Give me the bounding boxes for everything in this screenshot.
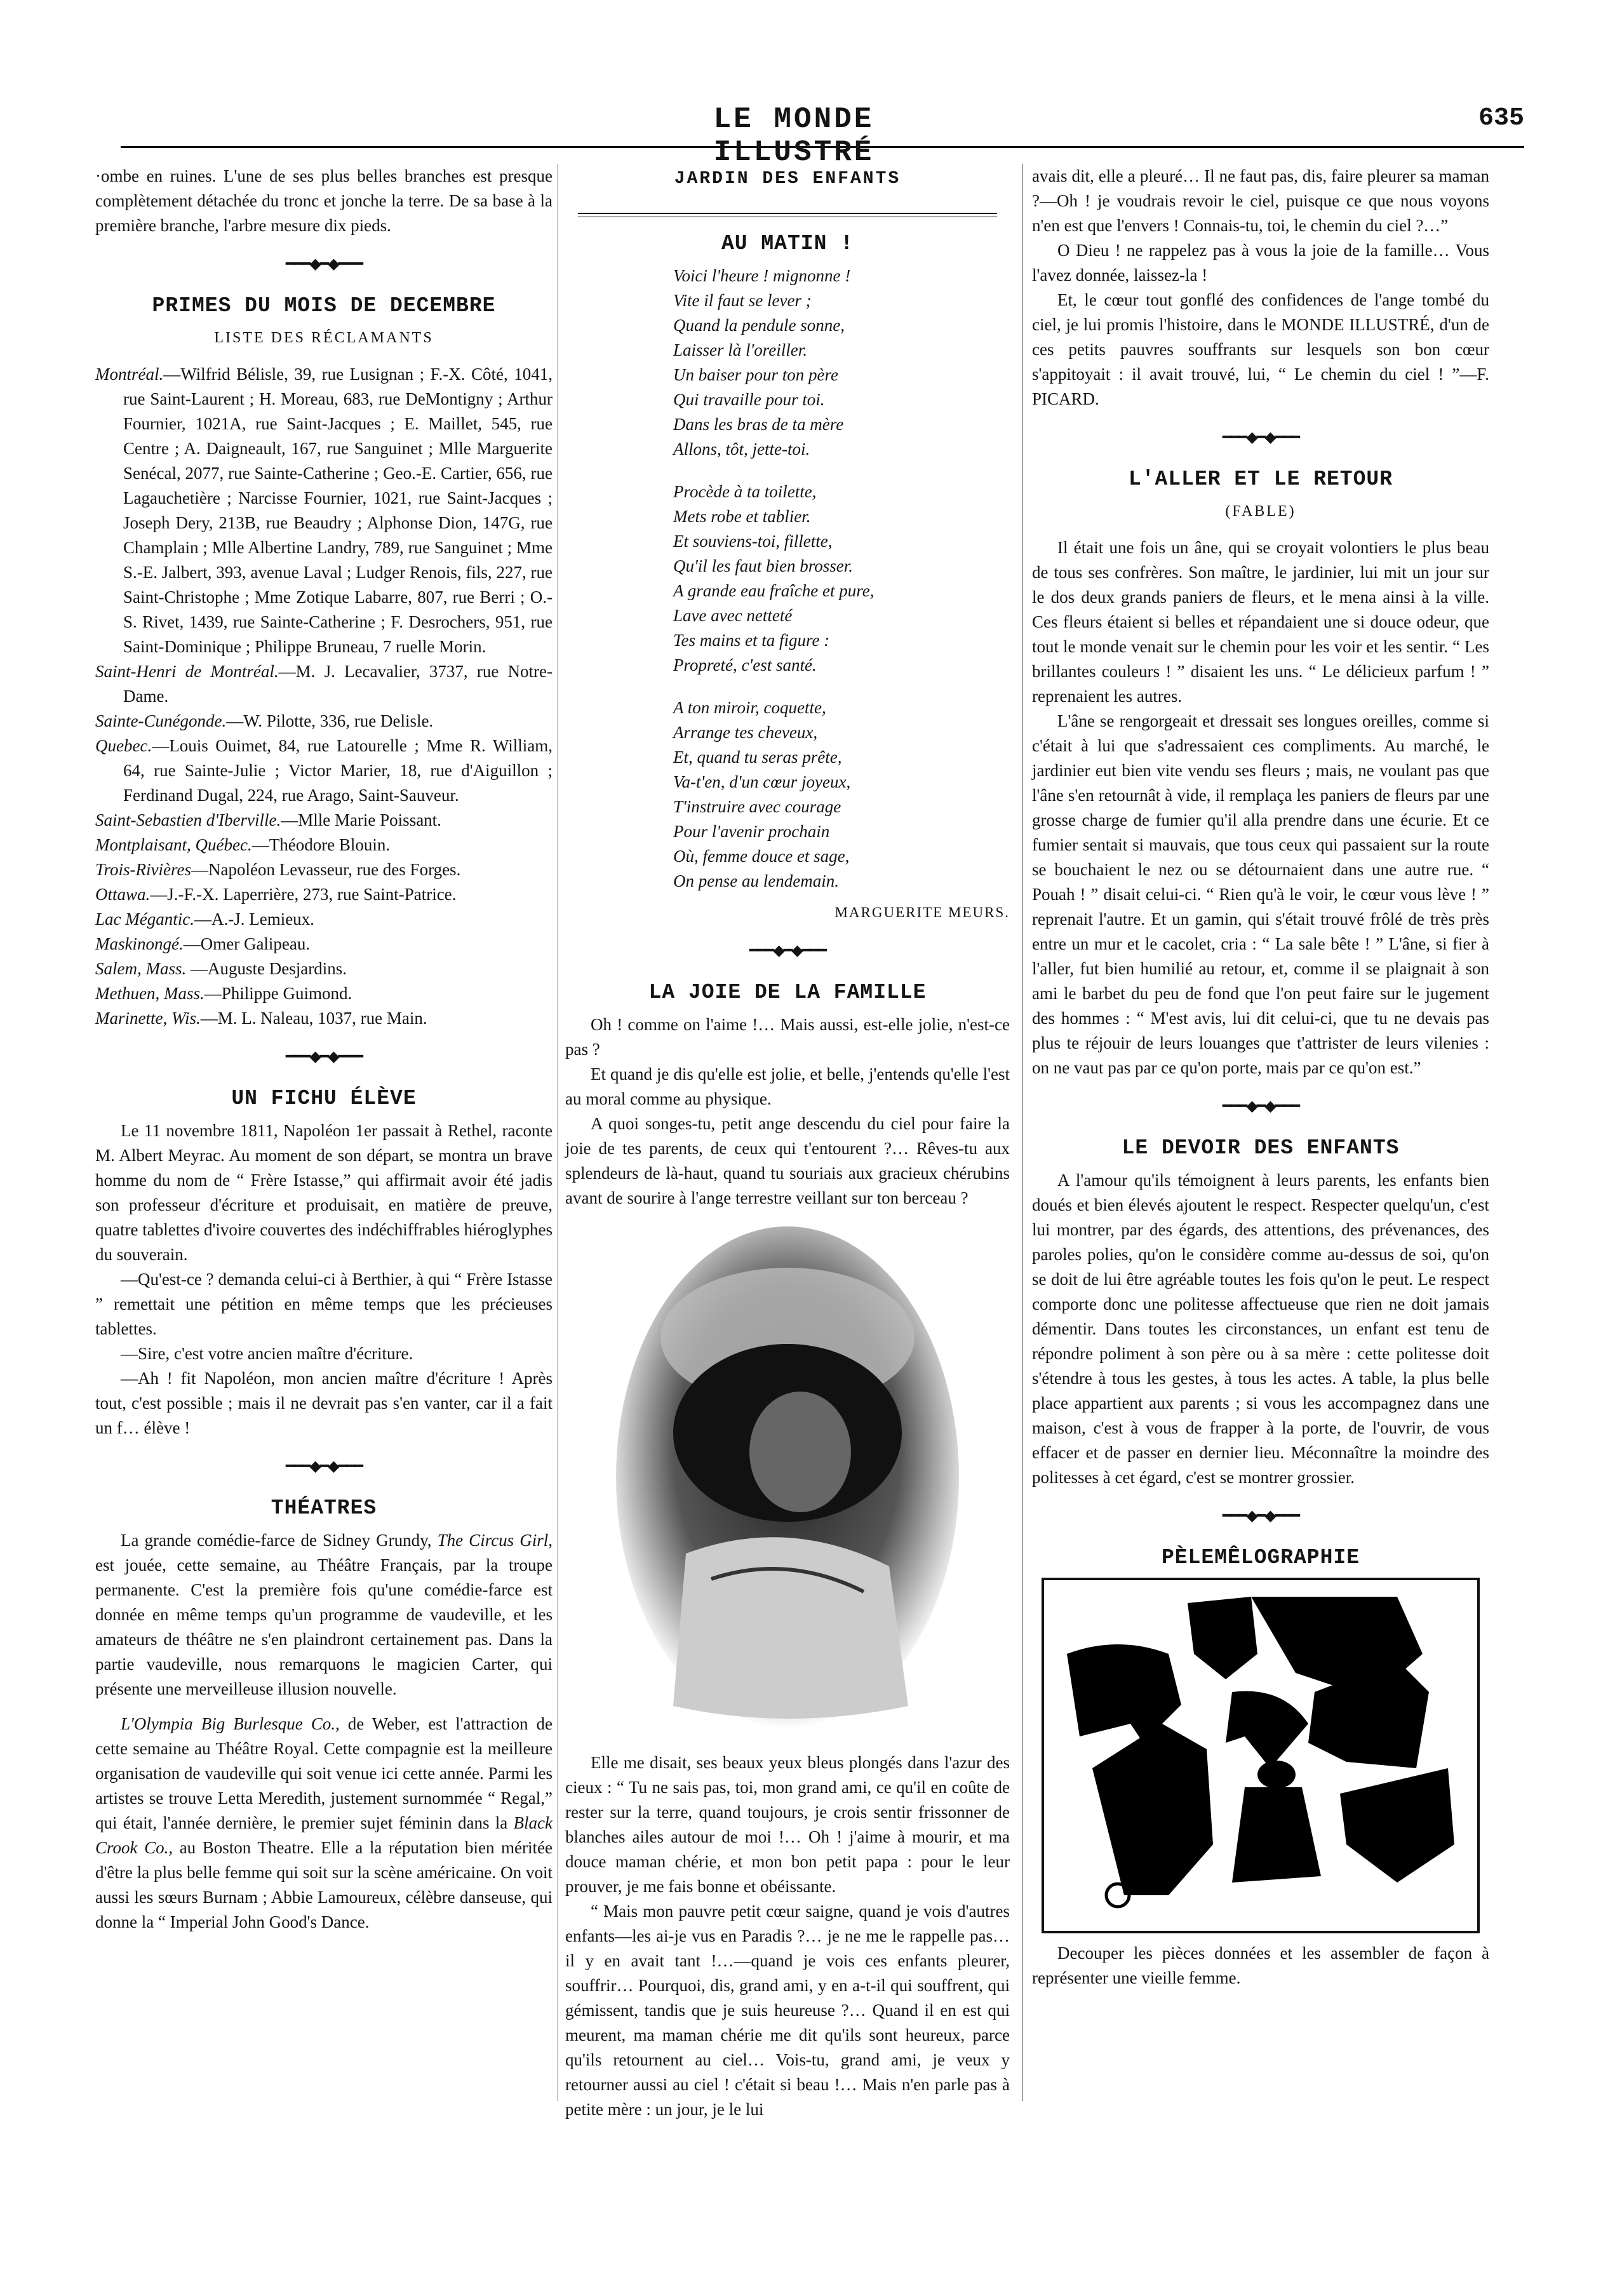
company-name: Black Crook Co., bbox=[95, 1813, 553, 1857]
joie-paragraph: Oh ! comme on l'aime !… Mais aussi, est-elle jolie, n'est-ce pas ? bbox=[565, 1015, 1010, 1059]
poem-line: Pour l'avenir prochain bbox=[673, 822, 830, 841]
theatres-paragraph bbox=[95, 1528, 553, 1702]
claimant-names: —Louis Ouimet, 84, rue Latourelle ; Mme R. William, 64, rue Sainte-Julie ; Victor Marier, 18, rue d'Aiguillon ; Ferdinand Dugal, 224, rue Arago, Saint-Sauveur. bbox=[123, 736, 553, 805]
masthead bbox=[121, 95, 1524, 169]
claimant-names: —A.-J. Lemieux. bbox=[194, 910, 314, 929]
puzzle-caption: Decouper les pièces données et les assembler de façon à représenter une vieille femme. bbox=[1032, 1944, 1489, 1987]
ornament-divider: ━━━◆━◆━━━ bbox=[749, 943, 826, 959]
poem-line: Vite il faut se lever ; bbox=[673, 291, 812, 310]
claimant-names: —Wilfrid Bélisle, 39, rue Lusignan ; F.-X. Côté, 1041, rue Saint-Laurent ; H. Moreau, 683, rue DeMontigny ; Arthur Fournier, 1021A, rue Saint-Jacques ; E. Maillet, 545, rue Centre ; A. Daigneault, 167, rue Sanguinet ; Mlle Marguerite Senécal, 2077, rue Sainte-Catherine ; Geo.-E. Cartier, 656, rue Lagauchetière ; Narcisse Fournier, 1021, rue Saint-Jacques ; Joseph Dery, 213B, rue Beaudry ; Alphonse Dion, 147G, rue Champlain ; Mlle Albertine Landry, 789, rue Sanguinet ; Mme S.-E. Jalbert, 393, avenue Laval ; Ludger Renois, fils, 227, rue Saint-Christophe ; Mme Zotique Labarre, 807, rue Berri ; O.-S. Rivet, 1439, rue Sainte-Catherine ; F. Desrochers, 951, rue Saint-Dominique ; Philippe Bruneau, 7 ruelle Morin. bbox=[123, 365, 553, 656]
claimant-names: —Omer Galipeau. bbox=[183, 934, 311, 953]
poem-line: A grande eau fraîche et pure, bbox=[673, 581, 875, 600]
poem-line: Va-t'en, d'un cœur joyeux, bbox=[673, 772, 851, 791]
claimant-entry bbox=[95, 659, 553, 709]
joie-paragraph: Elle me disait, ses beaux yeux bleus plongés dans l'azur des cieux : “ Tu ne sais pas, toi, mon grand ami, ce qu'il en coûte de rester sur la terre, quand toujours, je crois sentir frissonner de blanches ailes autour de moi !… Oh ! j'aime à mourir, et ma douce maman chérie, et mon bon petit papa : pour le leur prouver, je me fais bonne et obéissante. bbox=[565, 1753, 1010, 1896]
ornament-divider: ━━━◆━◆━━━ bbox=[1222, 1098, 1299, 1115]
claimant-names: —Auguste Desjardins. bbox=[186, 959, 347, 978]
text-run: au Boston Theatre. Elle a la réputation bien méritée d'être la plus belle femme qui soit sur la scène américaine. On voit aussi les sœurs Burnam ; Abbie Lamoureux, célèbre danseuse, qui donne la “ Imperial John Good's Dance. bbox=[95, 1838, 553, 1931]
claimant-entry bbox=[95, 1006, 553, 1031]
text-run: La grande comédie-farce de Sidney Grundy, bbox=[121, 1531, 438, 1550]
claimant-names: —Napoléon Levasseur, rue des Forges. bbox=[191, 860, 461, 879]
column-middle bbox=[565, 164, 1010, 2122]
joie-paragraph: “ Mais mon pauvre petit cœur saigne, quand je vois d'autres enfants—les ai-je vus en Paradis ?… je ne me le rappelle pas… il y en avait tant !…—quand je vois ces enfants pleurer, souffrir… Pourquoi, dis, grand ami, y en a-t-il qui souffrent, qui gémissent, tandis que je suis heureuse ?… Quand il en est qui meurent, ma maman chérie me dit qu'ils sont heureux, parce qu'ils retournent au ciel… Vois-tu, grand ami, je veux y retourner aussi au ciel ! c'était si beau !… Mais n'en parle pas à petite mère : un jour, je le lui bbox=[565, 1902, 1010, 2119]
claimant-entry bbox=[95, 734, 553, 808]
ornament-divider: ━━━◆━◆━━━ bbox=[285, 1458, 363, 1475]
poem-line: On pense au lendemain. bbox=[673, 871, 839, 890]
fable-heading: L'ALLER ET LE RETOUR bbox=[1128, 467, 1393, 491]
engraving-illustration bbox=[610, 1223, 965, 1738]
poem-stanza bbox=[565, 264, 1010, 462]
poem-line: Mets robe et tablier. bbox=[673, 507, 811, 526]
claimant-names: —M. L. Naleau, 1037, rue Main. bbox=[200, 1009, 427, 1028]
company-name: L'Olympia Big Burlesque Co., bbox=[121, 1714, 340, 1733]
poem-line: Lave avec netteté bbox=[673, 606, 793, 625]
poem-line: Qui travaille pour toi. bbox=[673, 390, 825, 409]
claimant-names: —M. J. Lecavalier, 3737, rue Notre-Dame. bbox=[123, 662, 553, 706]
devoir-heading: LE DEVOIR DES ENFANTS bbox=[1122, 1136, 1400, 1160]
poem-line: Et souviens-toi, fillette, bbox=[673, 532, 833, 551]
joie-continuation: Et, le cœur tout gonflé des confidences de l'ange tombé du ciel, je lui promis l'histoire, dans le MONDE ILLUSTRÉ, d'un de ces petits pauvres souffrants sur lesquels son bon cœur s'appitoyait : il avait trouvé, lui, “ Le chemin du ciel ! ”—F. PICARD. bbox=[1032, 290, 1489, 408]
ornament-divider: ━━━◆━◆━━━ bbox=[285, 256, 363, 272]
poem-line: Voici l'heure ! mignonne ! bbox=[673, 266, 851, 285]
theatres-paragraph bbox=[95, 1712, 553, 1935]
place-name: Quebec. bbox=[95, 736, 152, 755]
claimant-entry bbox=[95, 833, 553, 857]
place-name: Montplaisant, Québec. bbox=[95, 835, 252, 854]
claimant-names: —Mlle Marie Poissant. bbox=[281, 810, 441, 829]
fichu-paragraph: Le 11 novembre 1811, Napoléon 1er passait à Rethel, raconte M. Albert Meyrac. Au moment de son départ, se montra un brave homme du nom de “ Frère Istasse,” qui affirmait avoir été jadis son professeur d'écriture et produisait, en matière de preuve, quatre tablettes d'ivoire couvertes des indéchiffrables hiéroglyphes du souverain. bbox=[95, 1121, 553, 1264]
poem-stanza bbox=[565, 695, 1010, 894]
place-name: Sainte-Cunégonde. bbox=[95, 711, 227, 730]
joie-paragraph: A quoi songes-tu, petit ange descendu du ciel pour faire la joie de tes parents, de ceux qui t'entourent ?… Rêves-tu aux splendeurs de là-haut, quand tu souriais aux gracieux chérubins avant de sourire à l'ange terrestre veillant sur ton berceau ? bbox=[565, 1114, 1010, 1207]
poem-signature: MARGUERITE MEURS. bbox=[834, 904, 1010, 920]
ornament-divider: ━━━◆━◆━━━ bbox=[285, 1049, 363, 1065]
place-name: Marinette, Wis. bbox=[95, 1009, 201, 1028]
place-name: Montréal. bbox=[95, 365, 164, 384]
fichu-heading: UN FICHU ÉLÈVE bbox=[231, 1087, 417, 1110]
place-name: Lac Mégantic. bbox=[95, 910, 194, 929]
fichu-paragraph: —Ah ! fit Napoléon, mon ancien maître d'écriture ! Après tout, c'est possible ; mais il ne devrait pas s'en vanter, car il a fait un f… élève ! bbox=[95, 1369, 553, 1437]
place-name: Maskinongé. bbox=[95, 934, 184, 953]
claimant-names: —Théodore Blouin. bbox=[251, 835, 391, 854]
poem-line: Un baiser pour ton père bbox=[673, 365, 838, 384]
poem-line: Quand la pendule sonne, bbox=[673, 316, 845, 335]
place-name: Ottawa. bbox=[95, 885, 151, 904]
fable-subheading: (FABLE) bbox=[1225, 503, 1296, 520]
claimant-entry bbox=[95, 882, 553, 907]
place-name: Saint-Sebastien d'Iberville. bbox=[95, 810, 281, 829]
double-rule bbox=[578, 213, 997, 217]
fichu-paragraph: —Qu'est-ce ? demanda celui-ci à Berthier, à qui “ Frère Istasse ” remettait une pétition en même temps que les précieuses tablettes. bbox=[95, 1270, 553, 1338]
claimant-entry bbox=[95, 981, 553, 1006]
place-name: Trois-Rivières bbox=[95, 860, 191, 879]
place-name: Salem, Mass. bbox=[95, 959, 187, 978]
claimant-entry bbox=[95, 857, 553, 882]
claimant-entry bbox=[95, 709, 553, 734]
claimants-list bbox=[95, 362, 553, 1031]
joie-continuation: avais dit, elle a pleuré… Il ne faut pas, dis, faire pleurer sa maman ?—Oh ! je voudrais revoir le ciel, puisque ce que nous voyons n'en est que l'envers ! Connais-tu, toi, le chemin du ciel ?…” bbox=[1032, 166, 1489, 235]
devoir-paragraph: A l'amour qu'ils témoignent à leurs parents, les enfants bien doués et bien élevés ajoutent le respect. Respecter quelqu'un, c'est lui montrer, par des égards, des attentions, des prévenances, des paroles polies, qu'on le considère comme au-dessus de soi, qu'on se doit de lui être agréable toutes les fois qu'on le peut. Le respect comporte donc une politesse affectueuse que rien ne doit jamais démentir. Dans toutes les circonstances, un enfant est tenu de répondre poliment à son père ou à sa mère : cette politesse doit s'étendre à tous les gestes, à tous les actes. A table, la plus belle place appartient aux parents ; si vous les accompagnez dans une maison, c'est à vous de frapper à la porte, de l'ouvrir, de vous effacer et de passer en dernier lieu. Méconnaître la moindre des politesses à cet égard, c'est se montrer grossier. bbox=[1032, 1171, 1489, 1487]
text-run: est jouée, cette semaine, au Théâtre Français, par la troupe permanente. C'est la première fois qu'une comédie-farce est donnée en même temps qu'un programme de vaudeville, et les amateurs de théâtre ne s'en plaindront certainement pas. Dans la partie vaudeville, nous remarquons le magicien Carter, qui présente une merveilleuse illusion nouvelle. bbox=[95, 1555, 553, 1698]
poem-line: Procède à ta toilette, bbox=[673, 482, 817, 501]
claimant-entry bbox=[95, 907, 553, 932]
place-name: Saint-Henri de Montréal. bbox=[95, 662, 279, 681]
claimant-names: —Philippe Guimond. bbox=[204, 984, 352, 1003]
poem-line: Arrange tes cheveux, bbox=[673, 723, 818, 742]
poem-heading: AU MATIN ! bbox=[721, 232, 854, 255]
poem-line: Laisser là l'oreiller. bbox=[673, 340, 808, 359]
claimant-entry bbox=[95, 932, 553, 957]
poem-line: Dans les bras de ta mère bbox=[673, 415, 844, 434]
primes-subheading: LISTE DES RÉCLAMANTS bbox=[214, 330, 434, 346]
poem-line: Où, femme douce et sage, bbox=[673, 847, 850, 866]
poem-line: T'instruire avec courage bbox=[673, 797, 841, 816]
fichu-paragraph: —Sire, c'est votre ancien maître d'écriture. bbox=[121, 1344, 413, 1363]
poem-line: Propreté, c'est santé. bbox=[673, 655, 817, 675]
text-run: de Weber, est l'attraction de cette semaine au Théâtre Royal. Cette compagnie est la meilleure organisation de vaudeville qui soit venue ici cette année. Parmi les artistes se trouve Letta Meredith, justement surnommée “ Regal,” qui était, l'année dernière, le premier sujet féminin dans la bbox=[95, 1714, 553, 1832]
poem-line: Tes mains et ta figure : bbox=[673, 631, 830, 650]
poem-line: Qu'il les faut bien brosser. bbox=[673, 556, 854, 575]
joie-continuation: O Dieu ! ne rappelez pas à vous la joie de la famille… Vous l'avez donnée, laissez-la ! bbox=[1032, 241, 1489, 285]
claimant-entry bbox=[95, 808, 553, 833]
column-left bbox=[95, 164, 553, 1935]
play-title: The Circus Girl, bbox=[437, 1531, 553, 1550]
poem-line: A ton miroir, coquette, bbox=[673, 698, 826, 717]
ornament-divider: ━━━◆━◆━━━ bbox=[1222, 1508, 1299, 1524]
place-name: Methuen, Mass. bbox=[95, 984, 204, 1003]
claimant-names: —J.-F.-X. Laperrière, 273, rue Saint-Patrice. bbox=[150, 885, 457, 904]
theatres-heading: THÉATRES bbox=[271, 1496, 377, 1520]
column-right bbox=[1032, 164, 1489, 1991]
primes-heading: PRIMES DU MOIS DE DECEMBRE bbox=[152, 294, 496, 318]
claimant-entry bbox=[95, 957, 553, 981]
puzzle-heading: PÈLEMÊLOGRAPHIE bbox=[1161, 1546, 1360, 1569]
claimant-entry bbox=[95, 362, 553, 659]
page-number: 635 bbox=[1478, 104, 1524, 133]
poem-line: Et, quand tu seras prête, bbox=[673, 748, 842, 767]
poem-stanza bbox=[565, 480, 1010, 678]
ornament-divider: ━━━◆━◆━━━ bbox=[1222, 429, 1299, 446]
claimant-names: —W. Pilotte, 336, rue Delisle. bbox=[226, 711, 434, 730]
cutout-puzzle-illustration bbox=[1042, 1578, 1480, 1933]
joie-paragraph: Et quand je dis qu'elle est jolie, et belle, j'entends qu'elle l'est au moral comme au physique. bbox=[565, 1064, 1010, 1108]
poem-line: Allons, tôt, jette-toi. bbox=[673, 440, 810, 459]
joie-heading: LA JOIE DE LA FAMILLE bbox=[648, 981, 927, 1004]
intro-paragraph: ·ombe en ruines. L'une de ses plus belles branches est presque complètement détachée du tronc et jonche la terre. De sa base à la première branche, l'arbre mesure dix pieds. bbox=[95, 166, 553, 235]
fable-paragraph: Il était une fois un âne, qui se croyait volontiers le plus beau de tous ses confrères. Son maître, le jardinier, lui mit un jour sur le dos deux grands paniers de fleurs, et le mena ainsi à la ville. Ces fleurs étaient si belles et répandaient une si douce odeur, que tout le monde venait sur le chemin pour les voir et les sentir. “ Les brillantes couleurs ! ” disaient les uns. “ Le délicieux parfum ! ” reprenaient les autres. bbox=[1032, 538, 1489, 706]
newspaper-title: LE MONDE ILLUSTRÉ bbox=[713, 103, 875, 169]
fable-paragraph: L'âne se rengorgeait et dressait ses longues oreilles, comme si c'était à lui que s'adressaient ces compliments. Au marché, le jardinier eut bien vite vendu ses fleurs ; mais, ne voulant pas que l'âne s'en retournât à vide, il remplaça les paniers de fleurs par une grosse charge de fumier qu'il alla prendre dans une écurie. Et ce fumier sentait si mauvais, que tous ceux qui passaient sur la route se bouchaient le nez ou se détournaient dans une autre rue. “ Pouah ! ” disait celui-ci. “ Rien qu'à le voir, le cœur vous lève ! ” reprenait l'autre. Et un gamin, qui s'était trouvé frôlé de très près entre un mur et le cacolet, cria : “ La sale bête ! ” L'âne, si fier à l'aller, fut bien humilié au retour, et, comme il se plaignait à son ami le barbet du peu de fond que l'on peut faire sur le jugement des hommes : “ M'est avis, lui dit celui-ci, que tu ne devais pas plus te réjouir de leurs louanges que t'attrister de leurs vilenies : on ne vaut pas par ce qu'on porte, mais par ce qu'on est.” bbox=[1032, 711, 1489, 1077]
section-banner: JARDIN DES ENFANTS bbox=[674, 169, 901, 189]
column-divider bbox=[1022, 164, 1023, 2101]
